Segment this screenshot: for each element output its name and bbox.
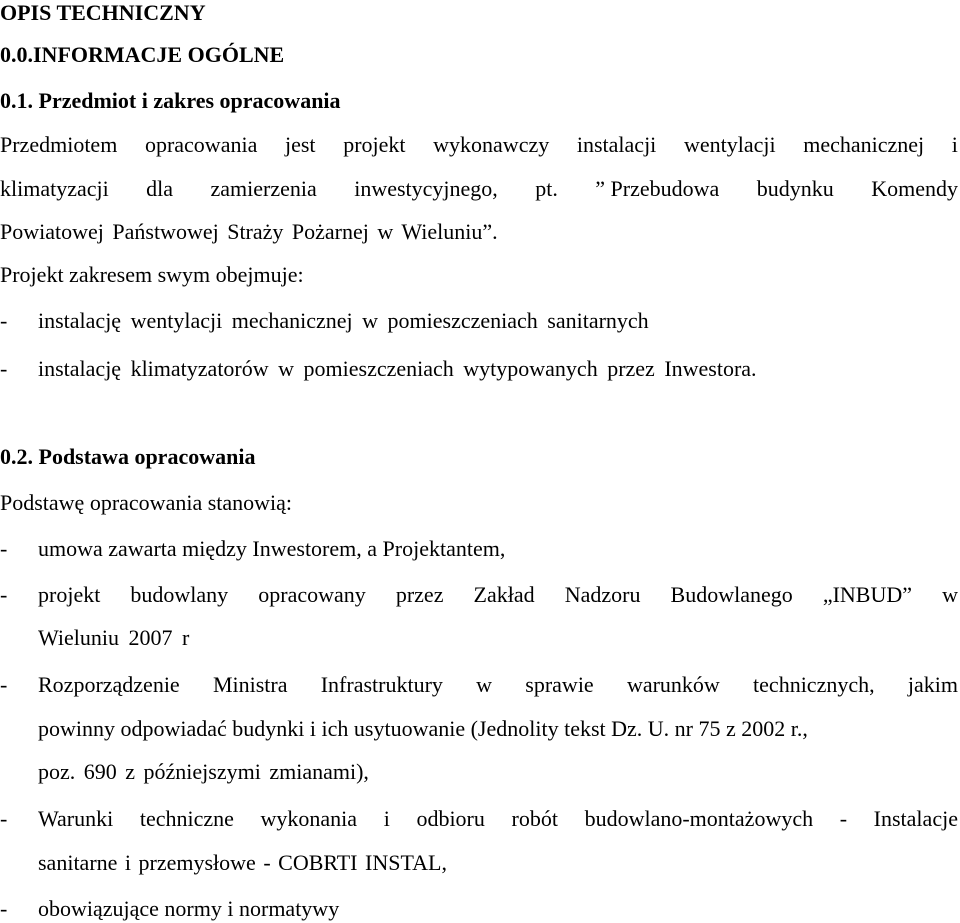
word: Instalacje xyxy=(873,806,958,831)
word: Warunki xyxy=(38,806,114,831)
list-dash: - xyxy=(0,356,8,381)
para1-line3: Powiatowej Państwowej Straży Pożarnej w Wieluniu”. xyxy=(0,219,498,244)
word: pt. xyxy=(535,176,558,201)
list-item-text: instalację wentylacji mechanicznej w pomieszczeniach sanitarnych xyxy=(38,308,649,333)
list-item-line xyxy=(38,806,958,831)
document-title: OPIS TECHNICZNY xyxy=(0,0,206,25)
list-item-line xyxy=(38,582,958,607)
word: ” Przebudowa xyxy=(595,176,720,201)
word: Przedmiotem xyxy=(0,132,118,157)
basis-item-3-line3: poz. 690 z późniejszymi zmianami), xyxy=(38,759,369,784)
word: zamierzenia xyxy=(210,176,317,201)
word: budynku xyxy=(756,176,834,201)
list-dash: - xyxy=(0,896,8,921)
word: wentylacji xyxy=(683,132,776,157)
word: Komendy xyxy=(871,176,958,201)
word: budowlano-montażowych xyxy=(584,806,814,831)
list-dash: - xyxy=(0,582,8,607)
word: robót xyxy=(511,806,558,831)
section-heading-0-1: 0.1. Przedmiot i zakres opracowania xyxy=(0,88,341,113)
word: wykonawczy xyxy=(433,132,550,157)
word: Zakład xyxy=(473,582,535,607)
word: opracowania xyxy=(144,132,258,157)
section-heading-0-2: 0.2. Podstawa opracowania xyxy=(0,444,256,469)
word: „INBUD” xyxy=(822,582,913,607)
word: opracowany xyxy=(258,582,366,607)
list-dash: - xyxy=(0,672,8,697)
word: w xyxy=(942,582,958,607)
basis-item-4-line2: sanitarne i przemysłowe - COBRTI INSTAL, xyxy=(38,850,447,875)
word: klimatyzacji xyxy=(0,176,109,201)
list-item-line xyxy=(38,672,958,697)
word: przez xyxy=(395,582,444,607)
word: budowlany xyxy=(130,582,229,607)
para1-line2 xyxy=(0,176,958,201)
para1-line1 xyxy=(0,132,958,157)
word: Infrastruktury xyxy=(320,672,443,697)
word: i xyxy=(383,806,390,831)
word: projekt xyxy=(38,582,101,607)
scope-intro: Projekt zakresem swym obejmuje: xyxy=(0,262,304,287)
word: warunków xyxy=(626,672,720,697)
word: jakim xyxy=(907,672,958,697)
word: w xyxy=(476,672,493,697)
word: Ministra xyxy=(212,672,288,697)
word: odbioru xyxy=(416,806,485,831)
word: technicznych, xyxy=(753,672,875,697)
word: mechanicznej xyxy=(803,132,925,157)
word: i xyxy=(951,132,958,157)
word: Budowlanego xyxy=(670,582,793,607)
word: Rozporządzenie xyxy=(38,672,180,697)
word: techniczne xyxy=(139,806,234,831)
list-item-text: obowiązujące normy i normatywy xyxy=(38,896,340,921)
word: dla xyxy=(146,176,174,201)
word: sprawie xyxy=(525,672,594,697)
list-item-text: umowa zawarta między Inwestorem, a Projektantem, xyxy=(38,536,506,561)
basis-intro: Podstawę opracowania stanowią: xyxy=(0,490,293,515)
basis-item-3-line2: powinny odpowiadać budynki i ich usytuowanie (Jednolity tekst Dz. U. nr 75 z 2002 r., xyxy=(38,716,808,741)
list-dash: - xyxy=(0,536,8,561)
word: Nadzoru xyxy=(564,582,641,607)
word: instalacji xyxy=(576,132,657,157)
section-heading-0-0: 0.0.INFORMACJE OGÓLNE xyxy=(0,42,285,67)
list-dash: - xyxy=(0,308,8,333)
list-dash: - xyxy=(0,806,8,831)
word: - xyxy=(839,806,848,831)
basis-item-2-line2: Wieluniu 2007 r xyxy=(38,625,190,650)
word: jest xyxy=(284,132,316,157)
list-item-text: instalację klimatyzatorów w pomieszczeniach wytypowanych przez Inwestora. xyxy=(38,356,757,381)
word: wykonania xyxy=(260,806,358,831)
word: projekt xyxy=(343,132,406,157)
word: inwestycyjnego, xyxy=(354,176,498,201)
